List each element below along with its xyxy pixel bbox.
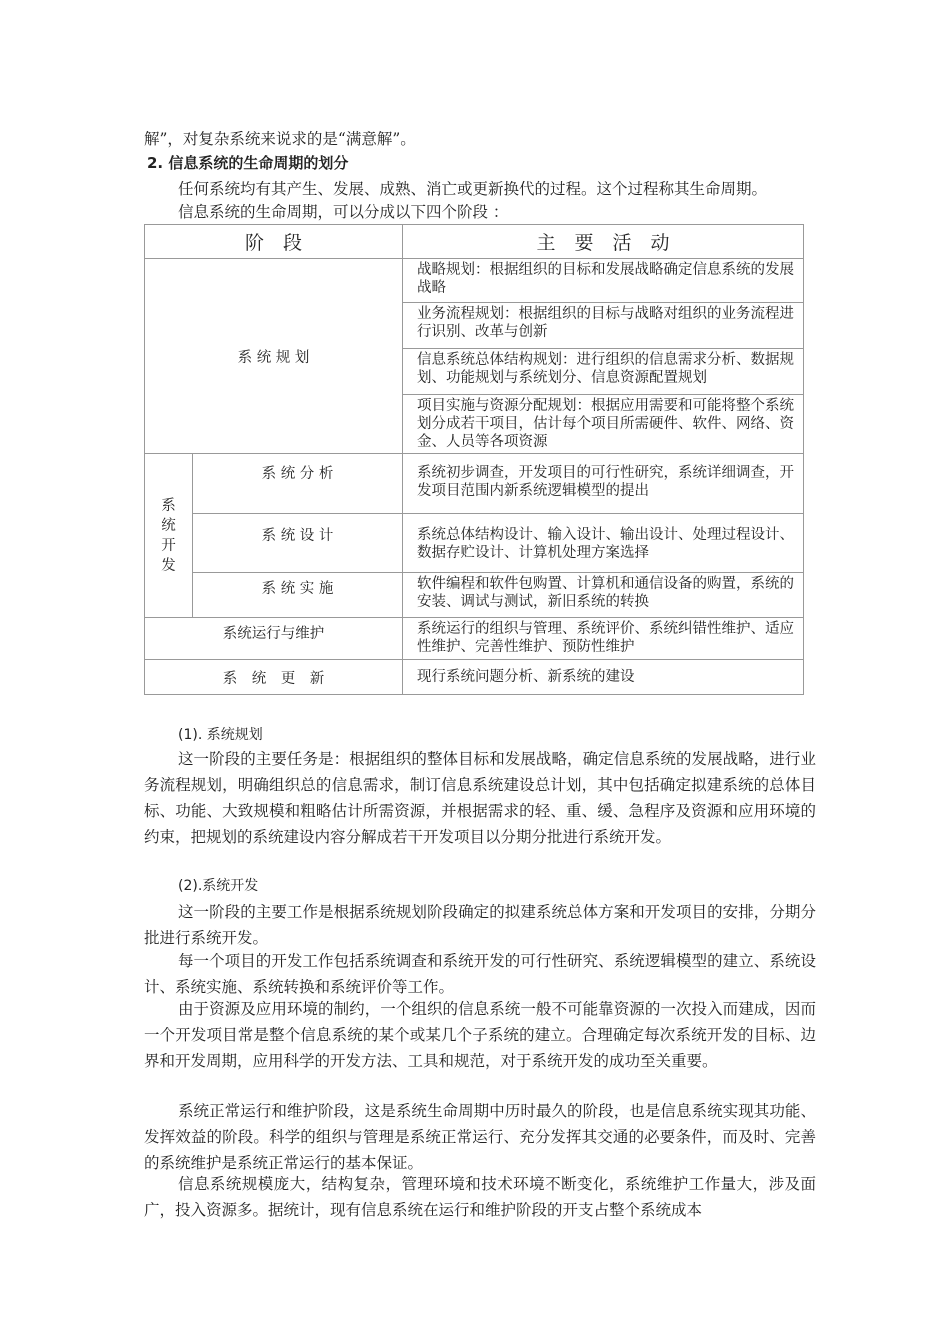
activity-cell: 战略规划：根据组织的目标和发展战略确定信息系统的发展战略 (403, 259, 804, 303)
activity-cell: 业务流程规划：根据组织的目标与战略对组织的业务流程进行识别、改革与创新 (403, 303, 804, 349)
stage-update: 系 统 更 新 (145, 660, 403, 695)
subsection-title: (2).系统开发 (178, 878, 259, 894)
subsection-title: (1). 系统规划 (178, 727, 263, 743)
paragraph: 系统正常运行和维护阶段，这是系统生命周期中历时最久的阶段，也是信息系统实现其功能、发挥效益的阶段。科学的组织与管理是系统正常运行、充分发挥其交通的必要条件，而及时、完善的系统维护是系统正常运行的基本保证。 (144, 1102, 816, 1172)
paragraph: 每一个项目的开发工作包括系统调查和系统开发的可行性研究、系统逻辑模型的建立、系统设计、系统实施、系统转换和系统评价等工作。 (144, 952, 816, 996)
paragraph: 信息系统规模庞大，结构复杂，管理环境和技术环境不断变化，系统维护工作量大，涉及面广，投入资源多。据统计，现有信息系统在运行和维护阶段的开支占整个系统成本 (144, 1175, 816, 1219)
stage-planning: 系 统 规 划 (145, 259, 403, 454)
stage-development (145, 454, 193, 618)
intro-line: 信息系统的生命周期，可以分成以下四个阶段 ： (178, 203, 509, 221)
stage-analysis: 系 统 分 析 (193, 454, 403, 514)
stage-design: 系 统 设 计 (193, 514, 403, 573)
paragraph: 这一阶段的主要工作是根据系统规划阶段确定的拟建系统总体方案和开发项目的安排，分期分批进行系统开发。 (144, 903, 816, 947)
header-activity: 主 要 活 动 (403, 225, 804, 259)
paragraph: 由于资源及应用环境的制约，一个组织的信息系统一般不可能靠资源的一次投入而建成，因而一个开发项目常是整个信息系统的某个或某几个子系统的建立。合理确定每次系统开发的目标、边界和开发周期，应用科学的开发方法、工具和规范，对于系统开发的成功至关重要。 (144, 1000, 816, 1070)
activity-cell: 现行系统问题分析、新系统的建设 (403, 660, 804, 695)
intro-line: 解”，对复杂系统来说求的是“满意解”。 (144, 130, 416, 148)
stage-implementation: 系 统 实 施 (193, 573, 403, 618)
activity-cell: 系统运行的组织与管理、系统评价、系统纠错性维护、适应性维护、完善性维护、预防性维护 (403, 618, 804, 660)
lifecycle-table (144, 224, 804, 695)
stage-operation: 系统运行与维护 (145, 618, 403, 660)
header-stage: 阶 段 (145, 225, 403, 259)
intro-line: 任何系统均有其产生、发展、成熟、消亡或更新换代的过程。这个过程称其生命周期。 (178, 180, 768, 198)
activity-cell: 项目实施与资源分配规划：根据应用需要和可能将整个系统划分成若干项目，估计每个项目所需硬件、软件、网络、资金、人员等各项资源 (403, 395, 804, 454)
paragraph: 这一阶段的主要任务是：根据组织的整体目标和发展战略，确定信息系统的发展战略，进行业务流程规划，明确组织总的信息需求，制订信息系统建设总计划，其中包括确定拟建系统的总体目标、功能、大致规模和粗略估计所需资源，并根据需求的轻、重、缓、急程序及资源和应用环境的约束，把规划的系统建设内容分解成若干开发项目以分期分批进行系统开发。 (144, 750, 816, 846)
stage-development-label: 系统开发 (161, 497, 176, 574)
activity-cell: 信息系统总体结构规划：进行组织的信息需求分析、数据规划、功能规划与系统划分、信息资源配置规划 (403, 349, 804, 395)
activity-cell: 系统初步调查，开发项目的可行性研究，系统详细调查，开发项目范围内新系统逻辑模型的提出 (403, 454, 804, 514)
section-heading: 2. 信息系统的生命周期的划分 (147, 154, 349, 172)
activity-cell: 系统总体结构设计、输入设计、输出设计、处理过程设计、数据存贮设计、计算机处理方案选择 (403, 514, 804, 573)
activity-cell: 软件编程和软件包购置、计算机和通信设备的购置，系统的安装、调试与测试，新旧系统的转换 (403, 573, 804, 618)
